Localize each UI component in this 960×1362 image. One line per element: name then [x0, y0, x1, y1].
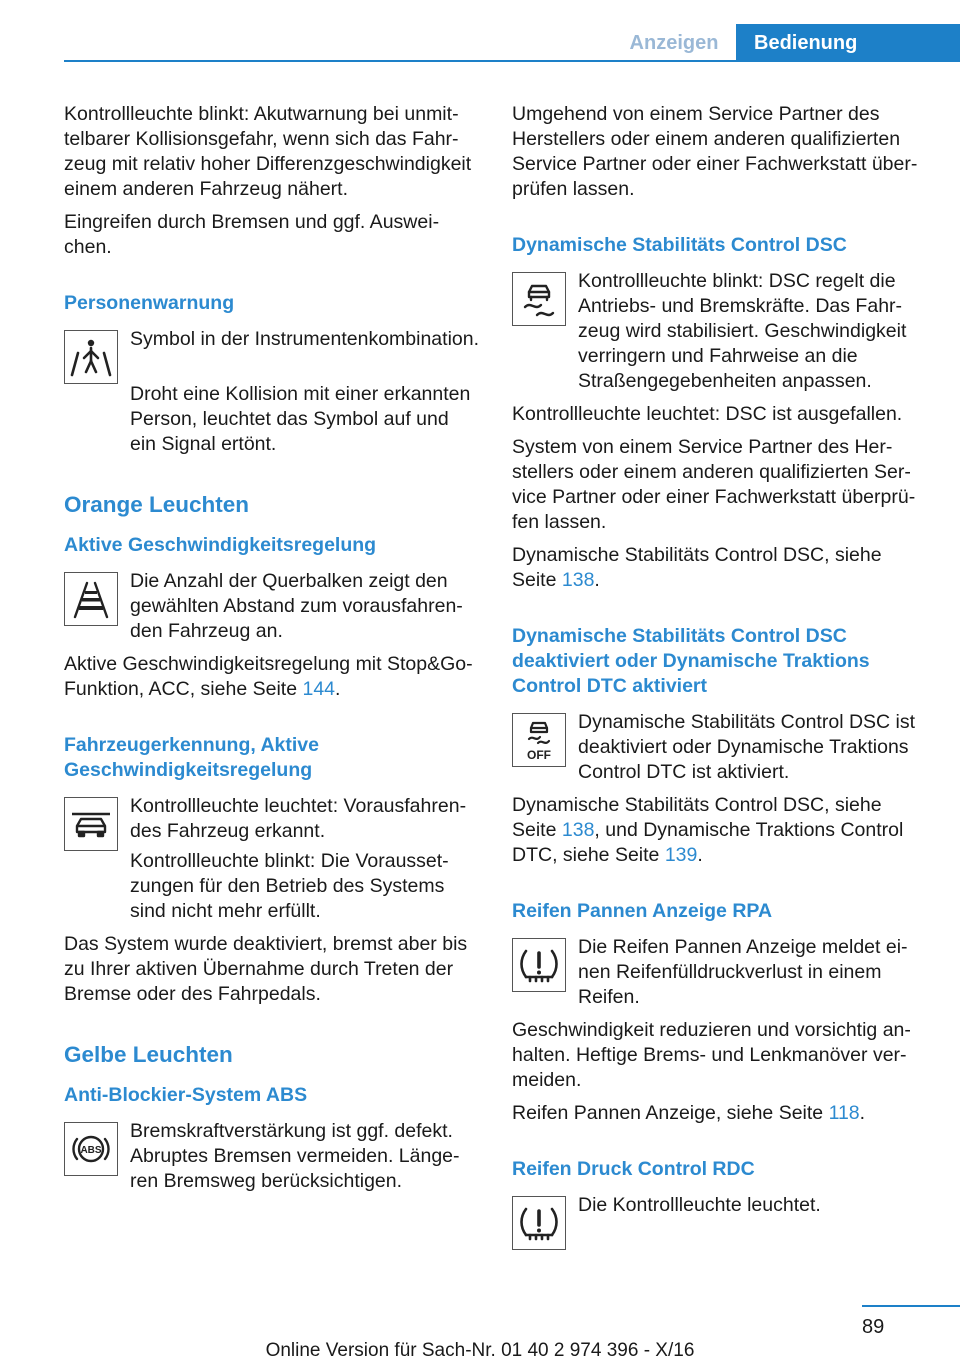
tab-anzeigen[interactable]: Anzeigen — [612, 24, 736, 62]
paragraph: Kontrollleuchte blinkt: Die Voraussetzungen für den Betrieb des Systems sind nicht mehr erfüllt. — [130, 850, 449, 922]
section-heading: Reifen Pannen Anzeige RPA — [512, 900, 773, 922]
indicator-entry — [512, 1193, 930, 1249]
indicator-entry — [64, 327, 480, 383]
paragraph: Bremskraftverstärkung ist ggf. defekt. Abruptes Bremsen vermeiden. Längeren Bremsweg berücksichtigen. — [130, 1120, 460, 1192]
paragraph: Droht eine Kollision mit einer erkannten Person, leuchtet das Symbol auf und ein Signal ertönt. — [130, 383, 471, 455]
page-link[interactable]: 144 — [302, 678, 336, 700]
paragraph: Kontrollleuchte blinkt: Akutwarnung bei unmittelbarer Kollisionsgefahr, wenn sich das Fahrzeug mit relativ hoher Differenzgeschwindigkeit einem anderen Fahrzeug nähert. — [64, 103, 472, 200]
paragraph: Symbol in der Instrumentenkombination. — [130, 328, 480, 350]
tire-pressure-icon — [512, 1196, 566, 1250]
indicator-entry — [512, 710, 930, 785]
paragraph: Umgehend von einem Service Partner des Herstellers oder einem anderen qualifizierten Service Partner oder einer Fachwerkstatt überprüfen lassen. — [512, 103, 918, 200]
dsc-off-icon — [512, 713, 566, 767]
text: . — [594, 569, 600, 591]
page-link[interactable]: 138 — [561, 819, 595, 841]
paragraph: Kontrollleuchte leuchtet: Vorausfahrendes Fahrzeug erkannt. — [130, 795, 467, 842]
text: , und Dynamische Traktions Control DTC, siehe Seite — [512, 819, 904, 866]
page-link[interactable]: 118 — [828, 1102, 860, 1124]
section-heading: Personenwarnung — [64, 292, 235, 314]
left-column — [64, 102, 480, 1202]
icon-label: OFF — [527, 748, 551, 762]
header-rule — [64, 60, 960, 62]
section-heading: Reifen Druck Control RDC — [512, 1158, 755, 1180]
svg-text:ABS: ABS — [80, 1145, 102, 1156]
paragraph — [64, 652, 480, 702]
paragraph: Dynamische Stabilitäts Control DSC ist deaktiviert oder Dynamische Traktions Control DTC ist aktiviert. — [578, 711, 916, 783]
paragraph: Die Anzahl der Querbalken zeigt den gewählten Abstand zum vorausfahrenden Fahrzeug an. — [130, 570, 463, 642]
text: Reifen Pannen Anzeige, siehe Seite — [512, 1102, 829, 1124]
footer-version-line: Online Version für Sach-Nr. 01 40 2 974 396 - X/16 — [265, 1340, 695, 1361]
paragraph — [512, 1101, 930, 1126]
page-link[interactable]: 138 — [561, 569, 595, 591]
paragraph: Kontrollleuchte leuchtet: DSC ist ausgefallen. — [512, 403, 903, 425]
section-heading: Dynamische Stabilitäts Control DSC — [512, 234, 847, 256]
paragraph: Das System wurde deaktiviert, bremst aber bis zu Ihrer aktiven Übernahme durch Treten der Bremse oder des Fahrpedals. — [64, 933, 468, 1005]
text: . — [335, 678, 341, 700]
text: . — [859, 1102, 866, 1124]
paragraph: Eingreifen durch Bremsen und ggf. Ausweichen. — [64, 211, 440, 258]
indicator-entry — [64, 569, 480, 644]
paragraph: Die Reifen Pannen Anzeige meldet einen Reifenfülldruckverlust in einem Reifen. — [578, 936, 908, 1008]
indicator-entry — [64, 794, 480, 850]
section-heading: Dynamische Stabilitäts Control DSC deaktiviert oder Dynamische Traktions Control DTC aktiviert — [512, 625, 870, 697]
vehicle-ahead-icon — [64, 797, 118, 851]
text: . — [697, 844, 703, 866]
text: Dynamische Stabilitäts Control DSC, siehe Seite — [512, 544, 882, 591]
footer-rule — [862, 1305, 960, 1307]
paragraph: Geschwindigkeit reduzieren und vorsichtig anhalten. Heftige Brems- und Lenkmanöver vermeiden. — [512, 1019, 911, 1091]
page-number: 89 — [862, 1316, 885, 1338]
abs-icon — [64, 1122, 118, 1176]
indicator-entry — [512, 935, 930, 1010]
text: Dynamische Stabilitäts Control DSC, siehe Seite — [512, 794, 882, 841]
section-heading: Aktive Geschwindigkeitsregelung — [64, 534, 377, 556]
chapter-heading: Orange Leuchten — [64, 492, 250, 517]
paragraph: System von einem Service Partner des Herstellers oder einem anderen qualifizierten Service Partner oder einer Fachwerkstatt überprüfen lassen. — [512, 436, 916, 533]
pedestrian-warning-icon — [64, 330, 118, 384]
chapter-heading: Gelbe Leuchten — [64, 1042, 233, 1067]
indicator-entry — [512, 269, 930, 394]
right-column — [512, 102, 930, 1249]
tab-bedienung[interactable]: Bedienung — [736, 24, 960, 62]
paragraph — [512, 793, 930, 868]
paragraph: Die Kontrollleuchte leuchtet. — [578, 1194, 821, 1216]
text: Aktive Geschwindigkeitsregelung mit Stop&Go-Funktion, ACC, siehe Seite — [64, 653, 473, 700]
tire-pressure-icon — [512, 938, 566, 992]
section-heading: Fahrzeugerkennung, Aktive Geschwindigkeitsregelung — [64, 734, 319, 781]
section-heading: Anti-Blockier-System ABS — [64, 1084, 308, 1106]
distance-bars-icon — [64, 572, 118, 626]
indicator-entry — [64, 1119, 480, 1194]
dsc-skid-icon — [512, 272, 566, 326]
page-link[interactable]: 139 — [664, 844, 698, 866]
paragraph: Kontrollleuchte blinkt: DSC regelt die Antriebs- und Bremskräfte. Das Fahrzeug wird stabilisiert. Geschwindigkeit verringern und Fahrweise an die Straßengegebenheiten anpassen. — [578, 270, 907, 392]
paragraph — [512, 543, 930, 593]
